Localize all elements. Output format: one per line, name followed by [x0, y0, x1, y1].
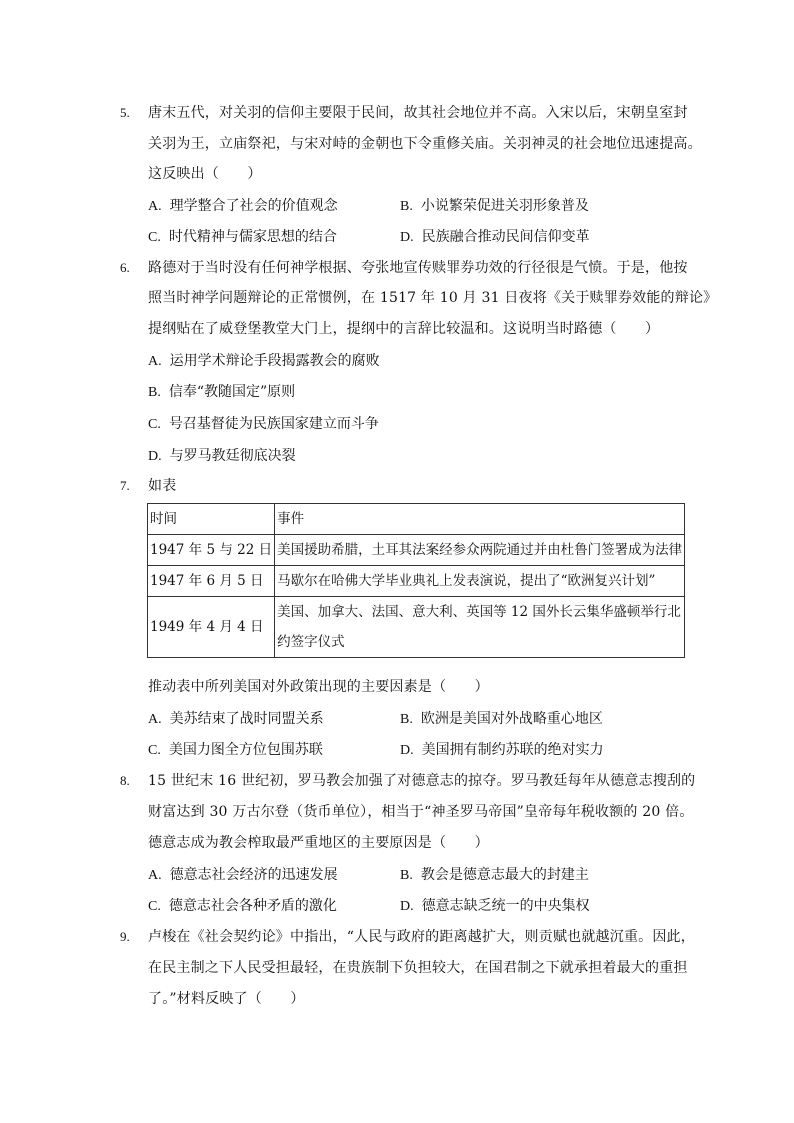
option-c[interactable]: C. 美国力图全方位包围苏联 [148, 742, 323, 758]
table-header-cell: 时间 [148, 504, 275, 535]
question-number: 9. [120, 929, 130, 944]
table-cell-event: 美国、加拿大、法国、意大利、英国等 12 国外长云集华盛顿举行北约签字仪式 [275, 597, 685, 658]
option-d[interactable]: D. 民族融合推动民间信仰变革 [400, 229, 590, 245]
question-text-line: 财富达到 30 万古尔登（货币单位），相当于“神圣罗马帝国”皇帝每年税收额的 20 倍。 [148, 804, 694, 820]
table-row [148, 535, 685, 566]
table-cell-date: 1947 年 6 月 5 日 [148, 566, 275, 597]
table-header-row [148, 504, 685, 535]
table-cell-event: 马歇尔在哈佛大学毕业典礼上发表演说，提出了“欧洲复兴计划” [275, 566, 685, 597]
option-b[interactable]: B. 信奉“教随国定”原则 [148, 384, 296, 400]
option-c[interactable]: C. 德意志社会各种矛盾的激化 [148, 898, 337, 914]
question-text-line: 推动表中所列美国对外政策出现的主要因素是（ ） [148, 679, 489, 695]
question-number: 8. [120, 773, 130, 788]
table-row [148, 566, 685, 597]
option-a[interactable]: A. 德意志社会经济的迅速发展 [148, 867, 338, 883]
question-text-line: 提纲贴在了威登堡教堂大门上，提纲中的言辞比较温和。这说明当时路德（ ） [148, 321, 660, 337]
question-text-line: 这反映出（ ） [148, 166, 262, 182]
question-text-line: 路德对于当时没有任何神学根据、夸张地宣传赎罪券功效的行径很是气愤。于是，他按 [148, 260, 688, 276]
option-d[interactable]: D. 德意志缺乏统一的中央集权 [400, 898, 590, 914]
table-cell-event: 美国援助希腊，土耳其法案经参众两院通过并由杜鲁门签署成为法律 [275, 535, 685, 566]
question-text-line: 照当时神学问题辩论的正常惯例，在 1517 年 10 月 31 日夜将《关于赎罪券效能的辩论》 [148, 290, 718, 306]
question-number: 5. [120, 105, 130, 120]
table-cell-date: 1947 年 5 与 22 日 [148, 535, 275, 566]
option-b[interactable]: B. 教会是德意志最大的封建主 [400, 867, 589, 883]
question-text-line: 15 世纪末 16 世纪初，罗马教会加强了对德意志的掠夺。罗马教廷每年从德意志搜刮的 [148, 773, 696, 789]
option-b[interactable]: B. 小说繁荣促进关羽形象普及 [400, 198, 589, 214]
question-text-line: 在民主制之下人民受担最轻，在贵族制下负担较大，在国君制之下就承担着最大的重担 [148, 960, 688, 976]
question-text-line: 了。”材料反映了（ ） [148, 991, 305, 1007]
option-a[interactable]: A. 理学整合了社会的价值观念 [148, 198, 338, 214]
option-a[interactable]: A. 运用学术辩论手段揭露教会的腐败 [148, 353, 380, 369]
option-c[interactable]: C. 时代精神与儒家思想的结合 [148, 229, 337, 245]
question-number: 7. [120, 478, 130, 493]
question-text-line: 唐末五代，对关羽的信仰主要限于民间，故其社会地位并不高。入宋以后，宋朝皇室封 [148, 105, 688, 121]
option-c[interactable]: C. 号召基督徒为民族国家建立而斗争 [148, 416, 379, 432]
table-cell-date: 1949 年 4 月 4 日 [148, 597, 275, 658]
question-intro: 如表 [148, 478, 177, 494]
option-b[interactable]: B. 欧洲是美国对外战略重心地区 [400, 711, 603, 727]
option-a[interactable]: A. 美苏结束了战时同盟关系 [148, 711, 324, 727]
question-text-line: 卢梭在《社会契约论》中指出，“人民与政府的距离越扩大，则贡赋也就越沉重。因此， [148, 929, 695, 945]
table-header-cell: 事件 [275, 504, 685, 535]
question-number: 6. [120, 260, 130, 275]
table-row [148, 597, 685, 658]
question-text-line: 关羽为王，立庙祭祀，与宋对峙的金朝也下令重修关庙。关羽神灵的社会地位迅速提高。 [148, 136, 702, 152]
question-text-line: 德意志成为教会榨取最严重地区的主要原因是（ ） [148, 835, 489, 851]
option-d[interactable]: D. 美国拥有制约苏联的绝对实力 [400, 742, 604, 758]
event-table [147, 503, 685, 658]
option-d[interactable]: D. 与罗马教廷彻底决裂 [148, 448, 296, 464]
